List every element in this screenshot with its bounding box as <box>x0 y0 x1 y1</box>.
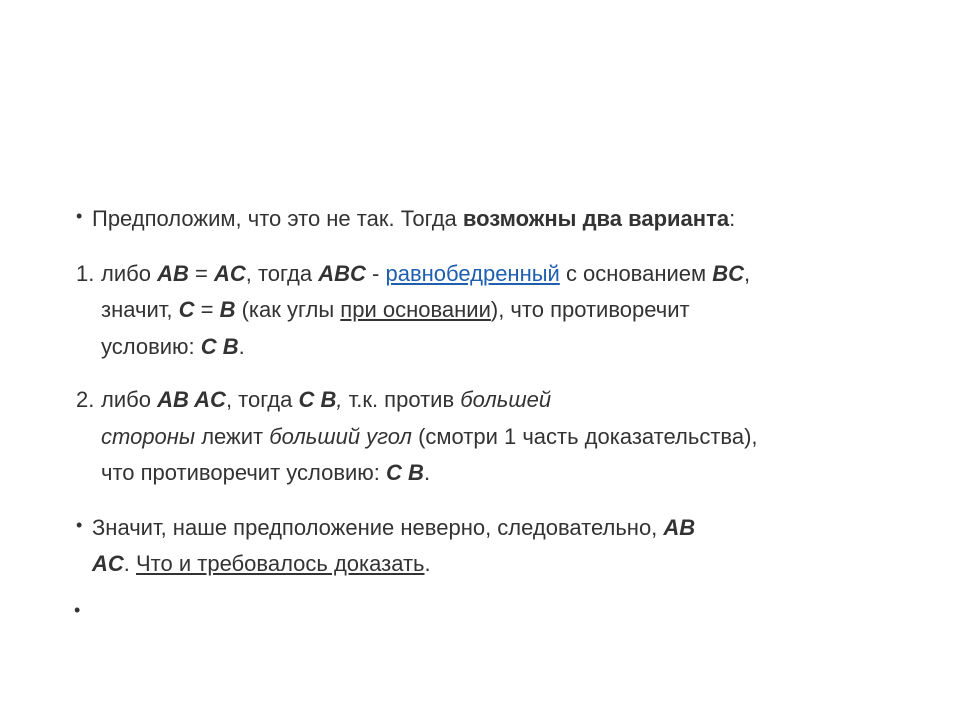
math: AC <box>92 551 124 576</box>
text: Значит, наше предположение неверно, следовательно, <box>92 515 664 540</box>
bullet: • <box>76 515 83 535</box>
text: Предположим, что это не так. Тогда <box>92 206 463 231</box>
text-italic: больший угол <box>269 424 412 449</box>
text: (как углы <box>235 297 341 322</box>
math: B <box>219 297 236 322</box>
math: AB <box>663 515 696 540</box>
bullet: • <box>76 206 83 226</box>
item2-line2 <box>101 424 758 450</box>
text-italic: , <box>336 387 349 412</box>
text: лежит <box>195 424 270 449</box>
item1-line1 <box>101 261 750 287</box>
list-number-2: 2. <box>76 387 95 412</box>
text: либо <box>101 261 158 286</box>
list-number-1: 1. <box>76 261 95 286</box>
text-italic: большей <box>460 387 552 412</box>
math: AB AC <box>157 387 226 412</box>
text: с основанием <box>559 261 713 286</box>
math: AB <box>157 261 189 286</box>
text: . <box>238 334 245 359</box>
math: C <box>178 297 195 322</box>
text: , тогда <box>225 387 299 412</box>
text: : <box>729 206 736 231</box>
text: . <box>424 551 431 576</box>
text: т.к. против <box>348 387 461 412</box>
text: условию: <box>101 334 201 359</box>
text-italic: стороны <box>101 424 196 449</box>
math: C B <box>200 334 239 359</box>
conclusion-line1 <box>92 515 695 541</box>
math: C B <box>386 460 424 485</box>
text: значит, <box>101 297 179 322</box>
intro-line <box>92 206 735 232</box>
item2-line1 <box>101 387 551 413</box>
math: ABC <box>318 261 366 286</box>
conclusion-line2 <box>92 551 431 577</box>
text: (смотри 1 часть доказательства), <box>411 424 758 449</box>
math: AC <box>213 261 246 286</box>
text: . <box>123 551 137 576</box>
text: = <box>194 297 220 322</box>
bullet: • <box>74 600 81 620</box>
text-bold: возможны два варианта <box>462 206 730 231</box>
math: C B <box>298 387 337 412</box>
item1-line2 <box>101 297 690 323</box>
math: BC <box>712 261 745 286</box>
text: . <box>423 460 431 485</box>
text: ), что противоречит <box>490 297 690 322</box>
text: либо <box>101 387 158 412</box>
item1-line3 <box>101 334 245 360</box>
text: - <box>365 261 386 286</box>
item2-line3 <box>101 460 430 486</box>
text: , <box>744 261 751 286</box>
text: , тогда <box>245 261 319 286</box>
text-underlined: при основании <box>340 297 491 322</box>
qed-text: Что и требовалось доказать <box>136 551 425 576</box>
text: = <box>188 261 214 286</box>
isosceles-link[interactable]: равнобедренный <box>385 261 560 286</box>
text: что противоречит условию: <box>101 460 387 485</box>
